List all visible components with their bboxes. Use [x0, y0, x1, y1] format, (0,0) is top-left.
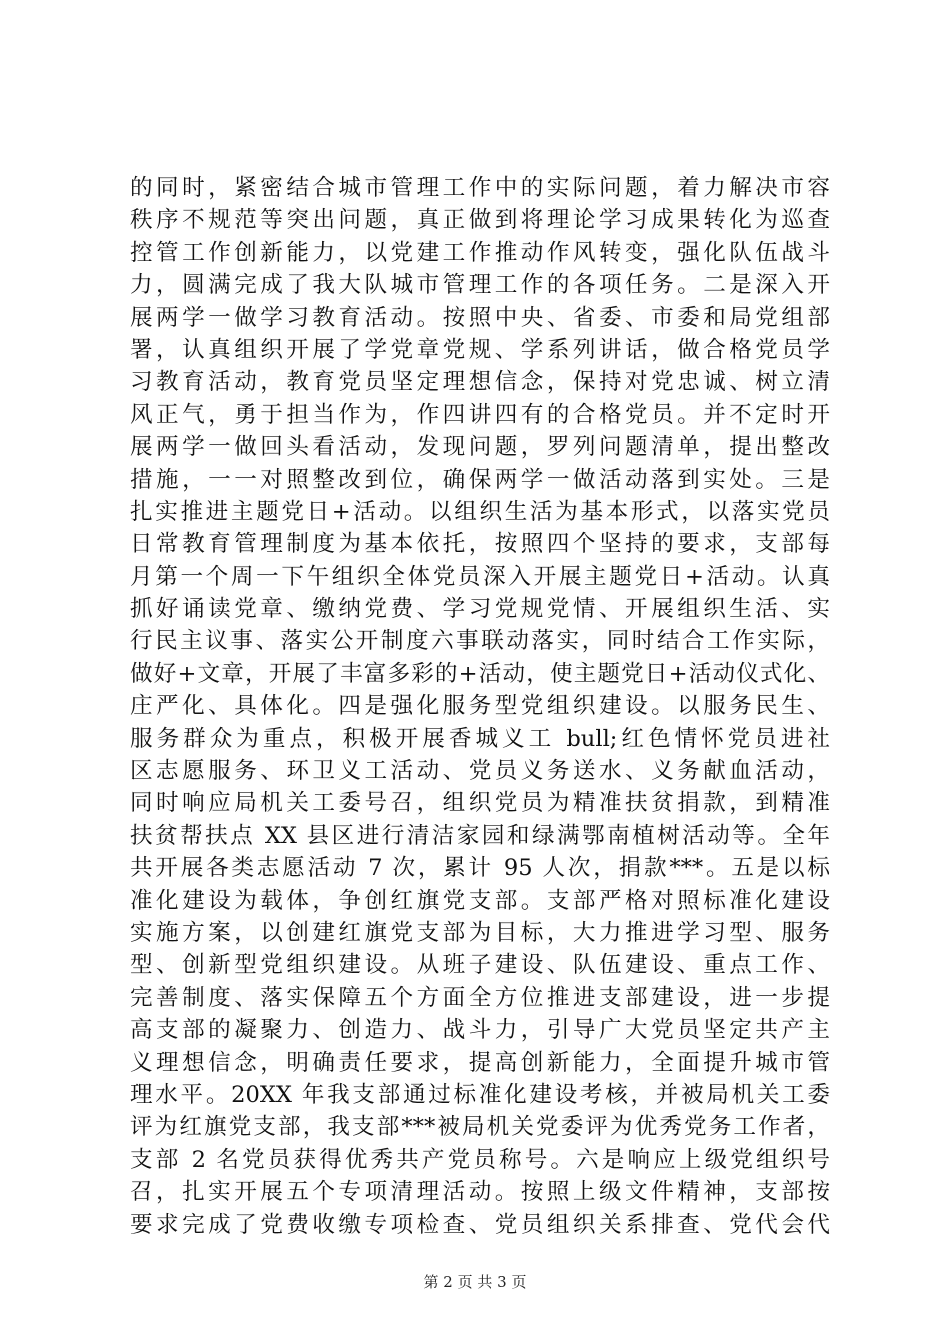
text-line: 完善制度、落实保障五个方面全方位推进支部建设，进一步提 — [130, 984, 830, 1011]
text-line: 的同时，紧密结合城市管理工作中的实际问题，着力解决市容 — [130, 175, 830, 201]
text-line: 区志愿服务、环卫义工活动、党员义务送水、义务献血活动， — [130, 758, 830, 785]
text-line: 高支部的凝聚力、创造力、战斗力，引导广大党员坚定共产主 — [130, 1017, 830, 1044]
text-line: 服务群众为重点，积极开展香城义工 bull;红色情怀党员进社 — [130, 725, 830, 752]
text-line: 署，认真组织开展了学党章党规、学系列讲话，做合格党员学 — [130, 336, 830, 363]
text-line: 共开展各类志愿活动 7 次，累计 95 人次，捐款***。五是以标 — [130, 855, 830, 882]
text-line: 控管工作创新能力，以党建工作推动作风转变，强化队伍战斗 — [130, 239, 830, 266]
text-line: 庄严化、具体化。四是强化服务型党组织建设。以服务民生、 — [130, 693, 830, 720]
text-line: 月第一个周一下午组织全体党员深入开展主题党日+活动。认真 — [130, 563, 830, 590]
text-line: 实施方案，以创建红旗党支部为目标，大力推进学习型、服务 — [130, 919, 830, 946]
text-line: 做好+文章，开展了丰富多彩的+活动，使主题党日+活动仪式化、 — [130, 660, 830, 687]
text-line: 展两学一做学习教育活动。按照中央、省委、市委和局党组部 — [130, 304, 830, 331]
text-line: 要求完成了党费收缴专项检查、党员组织关系排查、党代会代 — [130, 1211, 830, 1238]
text-line: 抓好诵读党章、缴纳党费、学习党规党情、开展组织生活、实 — [130, 596, 830, 623]
text-line: 风正气，勇于担当作为，作四讲四有的合格党员。并不定时开 — [130, 401, 830, 428]
text-line: 扎实推进主题党日+活动。以组织生活为基本形式，以落实党员 — [130, 498, 830, 525]
text-line: 扶贫帮扶点 XX 县区进行清洁家园和绿满鄂南植树活动等。全年 — [130, 822, 830, 849]
text-line: 习教育活动，教育党员坚定理想信念，保持对党忠诚、树立清 — [130, 369, 830, 396]
text-line: 义理想信念，明确责任要求，提高创新能力，全面提升城市管 — [130, 1049, 830, 1076]
text-line: 支部 2 名党员获得优秀共产党员称号。六是响应上级党组织号 — [130, 1146, 830, 1173]
text-line: 措施，一一对照整改到位，确保两学一做活动落到实处。三是 — [130, 466, 830, 493]
text-line: 准化建设为载体，争创红旗党支部。支部严格对照标准化建设 — [130, 887, 830, 914]
text-line: 力，圆满完成了我大队城市管理工作的各项任务。二是深入开 — [130, 272, 830, 299]
body-text — [130, 172, 830, 1241]
text-line: 评为红旗党支部，我支部***被局机关党委评为优秀党务工作者， — [130, 1114, 830, 1141]
text-line: 同时响应局机关工委号召，组织党员为精准扶贫捐款，到精准 — [130, 790, 830, 817]
text-line: 展两学一做回头看活动，发现问题，罗列问题清单，提出整改 — [130, 434, 830, 461]
text-line: 召，扎实开展五个专项清理活动。按照上级文件精神，支部按 — [130, 1179, 830, 1206]
text-line: 理水平。20XX 年我支部通过标准化建设考核，并被局机关工委 — [130, 1081, 830, 1108]
text-line: 秩序不规范等突出问题，真正做到将理论学习成果转化为巡查 — [130, 207, 830, 234]
text-line: 日常教育管理制度为基本依托，按照四个坚持的要求，支部每 — [130, 531, 830, 558]
text-line: 型、创新型党组织建设。从班子建设、队伍建设、重点工作、 — [130, 952, 830, 979]
page-number-footer: 第 2 页 共 3 页 — [423, 1273, 527, 1291]
text-line: 行民主议事、落实公开制度六事联动落实，同时结合工作实际， — [130, 628, 830, 655]
